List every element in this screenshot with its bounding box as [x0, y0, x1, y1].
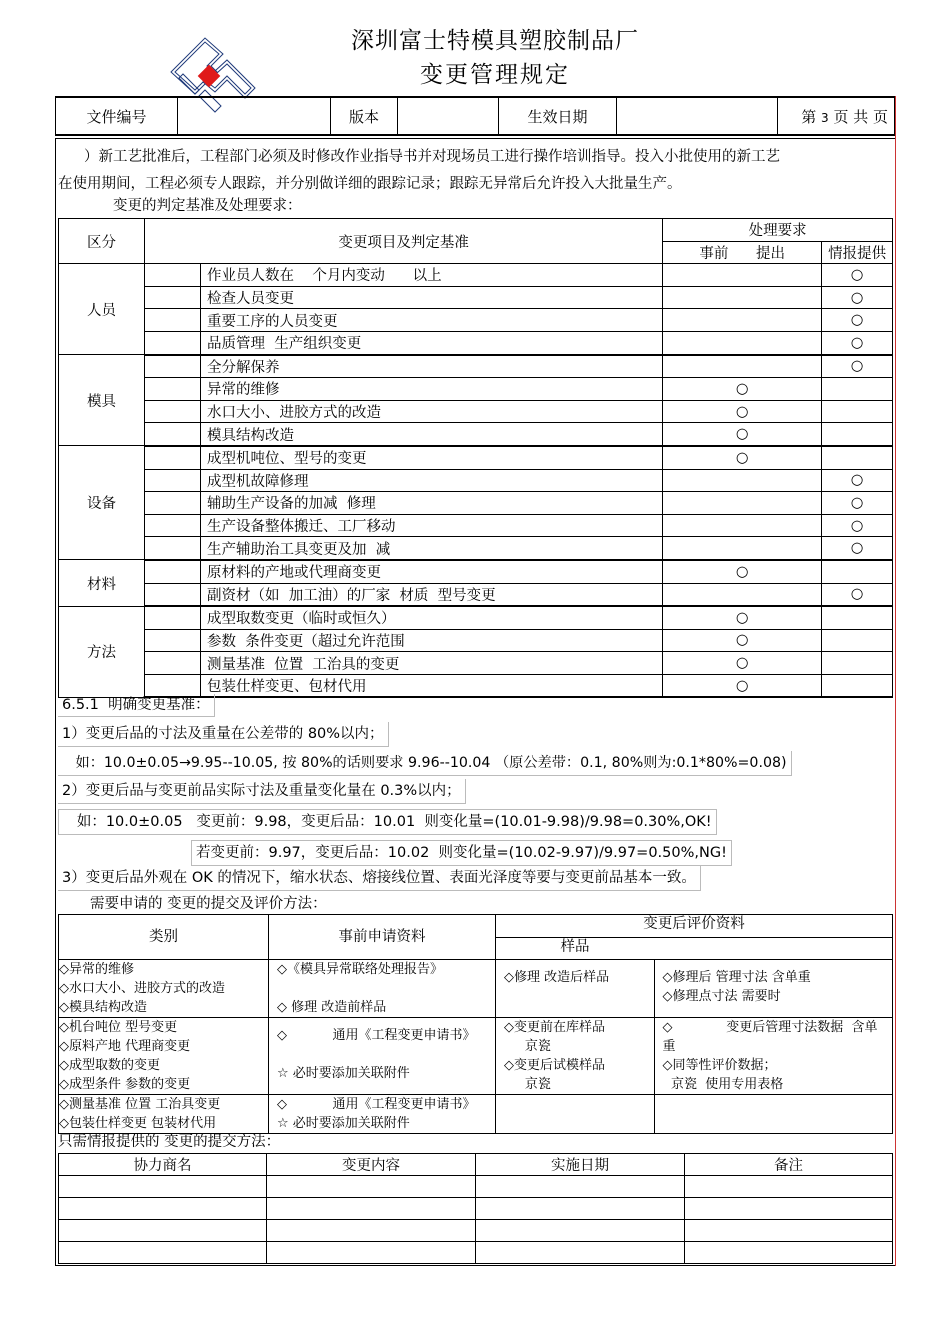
criteria-info-mark: ○ — [822, 469, 893, 492]
criteria-info-mark: ○ — [822, 492, 893, 515]
criteria-before-mark: ○ — [663, 606, 822, 629]
criteria-info-mark: ○ — [822, 286, 893, 309]
criteria-item: 成型机故障修理 — [201, 469, 663, 492]
version-label: 版本 — [331, 97, 398, 135]
criteria-spacer — [145, 286, 201, 309]
effective-date-value — [617, 97, 778, 135]
criteria-header-handling: 处理要求 — [663, 219, 893, 242]
criteria-spacer — [145, 355, 201, 378]
criteria-info-mark — [822, 400, 893, 423]
criteria-spacer — [145, 309, 201, 332]
submit-row-3-sample — [496, 1095, 655, 1134]
info-header-content: 变更内容 — [267, 1154, 476, 1176]
criteria-info-mark — [822, 652, 893, 675]
info-cell — [59, 1242, 267, 1264]
criteria-item: 水口大小、进胶方式的改造 — [201, 400, 663, 423]
criteria-before-mark — [663, 286, 822, 309]
info-cell — [685, 1198, 893, 1220]
doc-no-label: 文件编号 — [56, 97, 178, 135]
note-example-2: 如：10.0±0.05 变更前：9.98，变更后品：10.01 则变化量=(10.01-9.98)/9.98=0.30%,OK! — [58, 809, 717, 835]
criteria-spacer — [145, 492, 201, 515]
info-cell — [685, 1242, 893, 1264]
criteria-before-mark: ○ — [663, 400, 822, 423]
note-rule-1: 1）变更后品的寸法及重量在公差带的 80%以内； — [58, 722, 389, 747]
criteria-row — [59, 286, 893, 309]
criteria-item: 重要工序的人员变更 — [201, 309, 663, 332]
criteria-spacer — [145, 264, 201, 287]
criteria-row — [59, 606, 893, 629]
document-title: 变更管理规定 — [420, 62, 570, 88]
criteria-info-mark — [822, 629, 893, 652]
criteria-item: 成型机吨位、型号的变更 — [201, 446, 663, 469]
criteria-item: 生产辅助治工具变更及加 减 — [201, 537, 663, 560]
info-cell — [476, 1176, 685, 1198]
note-example-3: 若变更前：9.97，变更后品：10.02 则变化量=(10.02-9.97)/9.97=0.50%,NG! — [191, 840, 732, 866]
criteria-info-mark — [822, 674, 893, 697]
info-cell — [267, 1242, 476, 1264]
criteria-row — [59, 446, 893, 469]
info-only-table — [58, 1153, 893, 1264]
criteria-spacer — [145, 400, 201, 423]
criteria-row — [59, 378, 893, 401]
criteria-info-mark — [822, 446, 893, 469]
criteria-before-mark — [663, 492, 822, 515]
info-header-supplier: 协力商名 — [59, 1154, 267, 1176]
note-rule-2: 2）变更后品与变更前品实际寸法及重量变化量在 0.3%以内； — [58, 779, 466, 804]
criteria-info-mark: ○ — [822, 264, 893, 287]
criteria-header-before: 事前 提出 — [663, 241, 822, 264]
submit-header-pre: 事前申请资料 — [269, 915, 496, 960]
version-value — [398, 97, 499, 135]
criteria-table — [58, 218, 893, 698]
info-header-date: 实施日期 — [476, 1154, 685, 1176]
criteria-row — [59, 469, 893, 492]
criteria-info-mark: ○ — [822, 514, 893, 537]
note-rule-3: 3）变更后品外观在 OK 的情况下，缩水状态、熔接线位置、表面光泽度等要与变更前品基本一致。 — [58, 866, 701, 891]
criteria-category: 设备 — [59, 446, 145, 560]
intro-line-1: ）新工艺批准后，工程部门必须及时修改作业指导书并对现场员工进行操作培训指导。投入小批使用的新工艺 — [84, 149, 780, 165]
criteria-spacer — [145, 606, 201, 629]
info-only-title: 只需情报提供的 变更的提交方法： — [58, 1134, 281, 1150]
criteria-item: 品质管理 生产组织变更 — [201, 331, 663, 354]
criteria-item: 辅助生产设备的加减 修理 — [201, 492, 663, 515]
criteria-item: 原材料的产地或代理商变更 — [201, 560, 663, 583]
submit-row-3-pre: ◇ 通用《工程变更申请书》 ☆ 必时要添加关联附件 — [269, 1095, 496, 1134]
submit-row-2-category: ◇机台吨位 型号变更 ◇原料产地 代理商变更 ◇成型取数的变更 ◇成型条件 参数的变更 — [59, 1018, 269, 1095]
note-example-1: 如：10.0±0.05→9.95--10.05, 按 80%的话则要求 9.96--10.04 （原公差带：0.1, 80%则为:0.1*80%=0.08) — [58, 751, 792, 776]
criteria-before-mark — [663, 309, 822, 332]
criteria-before-mark — [663, 331, 822, 354]
criteria-row — [59, 400, 893, 423]
criteria-item: 检查人员变更 — [201, 286, 663, 309]
criteria-info-mark: ○ — [822, 583, 893, 606]
criteria-spacer — [145, 583, 201, 606]
criteria-item: 副资材（如 加工油）的厂家 材质 型号变更 — [201, 583, 663, 606]
criteria-row — [59, 514, 893, 537]
criteria-before-mark: ○ — [663, 378, 822, 401]
info-cell — [267, 1176, 476, 1198]
criteria-category: 模具 — [59, 355, 145, 446]
doc-info-table — [55, 96, 895, 136]
note-651: 6.5.1 明确变更基准： — [58, 694, 215, 717]
submit-method-title: 需要申请的 变更的提交及评价方法： — [90, 896, 327, 912]
submit-row-1-sample: ◇修理 改造后样品 — [496, 960, 655, 1018]
info-cell — [685, 1176, 893, 1198]
criteria-header-items: 变更项目及判定基准 — [145, 219, 663, 264]
criteria-row — [59, 264, 893, 287]
criteria-before-mark — [663, 469, 822, 492]
info-cell — [685, 1220, 893, 1242]
criteria-category: 人员 — [59, 264, 145, 355]
criteria-spacer — [145, 629, 201, 652]
criteria-before-mark — [663, 355, 822, 378]
criteria-item: 全分解保养 — [201, 355, 663, 378]
criteria-info-mark: ○ — [822, 355, 893, 378]
criteria-before-mark: ○ — [663, 446, 822, 469]
info-cell — [59, 1220, 267, 1242]
criteria-before-mark: ○ — [663, 560, 822, 583]
criteria-item: 作业员人数在 个月内变动 以上 — [201, 264, 663, 287]
doc-no-value — [178, 97, 331, 135]
criteria-row — [59, 537, 893, 560]
criteria-info-mark: ○ — [822, 537, 893, 560]
criteria-category: 方法 — [59, 606, 145, 697]
info-cell — [267, 1198, 476, 1220]
intro-line-3: 变更的判定基准及处理要求： — [113, 198, 302, 214]
criteria-row — [59, 629, 893, 652]
criteria-row — [59, 355, 893, 378]
info-cell — [59, 1176, 267, 1198]
submit-row-3-category: ◇测量基准 位置 工治具变更 ◇包装仕样变更 包装材代用 — [59, 1095, 269, 1134]
criteria-before-mark — [663, 583, 822, 606]
criteria-header-info: 情报提供 — [822, 241, 893, 264]
submit-row-2-sample: ◇变更前在库样品 京瓷 ◇变更后试模样品 京瓷 — [496, 1018, 655, 1095]
criteria-spacer — [145, 378, 201, 401]
criteria-spacer — [145, 652, 201, 675]
criteria-spacer — [145, 537, 201, 560]
criteria-item: 生产设备整体搬迁、工厂移动 — [201, 514, 663, 537]
criteria-info-mark — [822, 606, 893, 629]
info-header-remark: 备注 — [685, 1154, 893, 1176]
info-cell — [476, 1220, 685, 1242]
criteria-row — [59, 309, 893, 332]
criteria-before-mark: ○ — [663, 652, 822, 675]
criteria-before-mark: ○ — [663, 423, 822, 446]
criteria-category: 材料 — [59, 560, 145, 606]
criteria-before-mark: ○ — [663, 629, 822, 652]
submit-header-post: 变更后评价资料 — [496, 915, 893, 938]
criteria-spacer — [145, 331, 201, 354]
submit-row-1-data: ◇修理后 管理寸法 含单重 ◇修理点寸法 需要时 — [654, 960, 893, 1018]
submit-header-sample: 样品 — [496, 937, 655, 960]
criteria-info-mark: ○ — [822, 331, 893, 354]
criteria-row — [59, 331, 893, 354]
criteria-header-category: 区分 — [59, 219, 145, 264]
criteria-item: 包装仕样变更、包材代用 — [201, 674, 663, 697]
info-cell — [476, 1242, 685, 1264]
criteria-info-mark — [822, 378, 893, 401]
criteria-before-mark: ○ — [663, 674, 822, 697]
criteria-before-mark — [663, 264, 822, 287]
submit-header-data — [654, 937, 893, 960]
criteria-spacer — [145, 469, 201, 492]
criteria-info-mark — [822, 423, 893, 446]
criteria-info-mark: ○ — [822, 309, 893, 332]
criteria-before-mark — [663, 514, 822, 537]
page-indicator: 第 3 页 共 页 — [778, 97, 895, 135]
submit-row-1-pre: ◇《模具异常联络处理报告》 ◇ 修理 改造前样品 — [269, 960, 496, 1018]
criteria-spacer — [145, 514, 201, 537]
criteria-item: 测量基准 位置 工治具的变更 — [201, 652, 663, 675]
criteria-row — [59, 583, 893, 606]
criteria-row — [59, 652, 893, 675]
submit-row-1-category: ◇异常的维修 ◇水口大小、进胶方式的改造 ◇模具结构改造 — [59, 960, 269, 1018]
submit-table — [58, 914, 893, 1134]
company-title: 深圳富士特模具塑胶制品厂 — [351, 28, 639, 54]
effective-date-label: 生效日期 — [499, 97, 617, 135]
criteria-before-mark — [663, 537, 822, 560]
criteria-info-mark — [822, 560, 893, 583]
criteria-item: 参数 条件变更（超过允许范围 — [201, 629, 663, 652]
info-cell — [476, 1198, 685, 1220]
margin-line — [895, 96, 896, 1266]
submit-row-3-data — [654, 1095, 893, 1134]
criteria-row — [59, 423, 893, 446]
submit-row-2-pre: ◇ 通用《工程变更申请书》 ☆ 必时要添加关联附件 — [269, 1018, 496, 1095]
criteria-spacer — [145, 560, 201, 583]
criteria-spacer — [145, 423, 201, 446]
intro-line-2: 在使用期间，工程必须专人跟踪，并分别做详细的跟踪记录；跟踪无异常后允许投入大批量生产。 — [58, 176, 682, 192]
submit-header-category: 类别 — [59, 915, 269, 960]
criteria-row — [59, 492, 893, 515]
info-cell — [59, 1198, 267, 1220]
criteria-item: 模具结构改造 — [201, 423, 663, 446]
criteria-item: 成型取数变更（临时或恒久） — [201, 606, 663, 629]
criteria-row — [59, 560, 893, 583]
submit-row-2-data: ◇ 变更后管理寸法数据 含单 重 ◇同等性评价数据； 京瓷 使用专用表格 — [654, 1018, 893, 1095]
info-cell — [267, 1220, 476, 1242]
criteria-spacer — [145, 446, 201, 469]
criteria-item: 异常的维修 — [201, 378, 663, 401]
